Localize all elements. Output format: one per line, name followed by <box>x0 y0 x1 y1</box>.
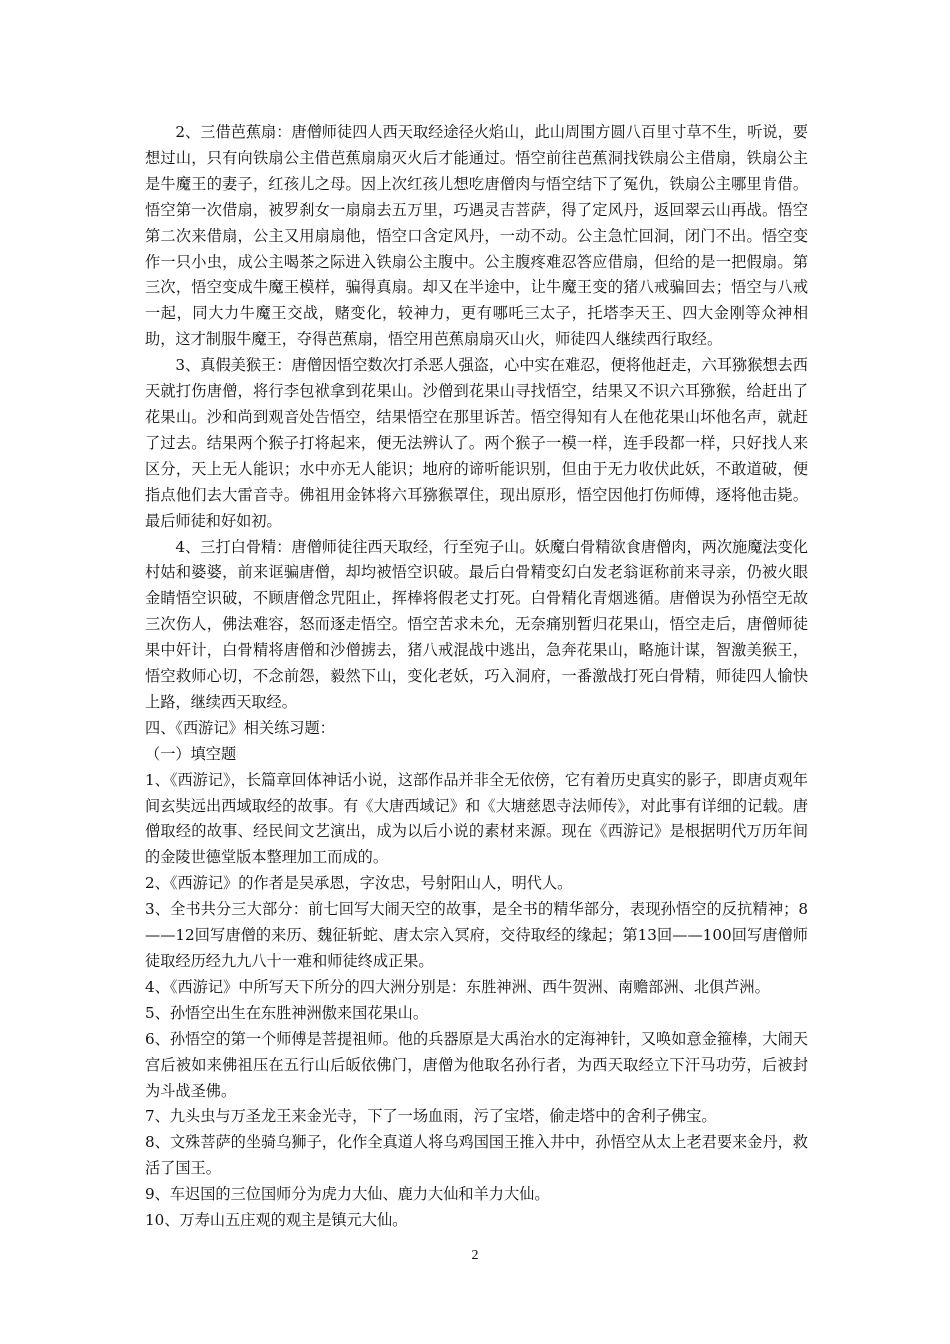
section-heading-exercises: 四、《西游记》相关练习题： <box>145 718 335 737</box>
subsection-heading-fill-in-blanks: （一）填空题 <box>145 744 237 763</box>
question-2: 2、《西游记》的作者是吴承恩，字汝忠，号射阳山人，明代人。 <box>145 874 573 893</box>
question-6: 6、孙悟空的第一个师傅是菩提祖师。他的兵器原是大禹治水的定海神针，又唤如意金箍棒，大闹天宫后被如来佛祖压在五行山后皈依佛门，唐僧为他取名孙行者，为西天取经立下汗马功劳，后被封为斗战圣佛。 <box>145 1029 808 1100</box>
paragraph-true-false-monkey-king: 3、真假美猴王：唐僧因悟空数次打杀恶人强盗，心中实在难忍，便将他赶走，六耳猕猴想去西天就打伤唐僧，将行李包袱拿到花果山。沙僧到花果山寻找悟空，结果又不识六耳猕猴，给赶出了花果山。沙和尚到观音处告悟空，结果悟空在那里诉苦。悟空得知有人在他花果山坏他名声，就赶了过去。结果两个猴子打将起来，便无法辨认了。两个猴子一模一样，连手段都一样，只好找人来区分，天上无人能识；水中亦无人能识；地府的谛听能识别，但由于无力收伏此妖，不敢道破，便指点他们去大雷音寺。佛祖用金钵将六耳猕猴罩住，现出原形，悟空因他打伤师傅，逐将他击毙。最后师徒和好如初。 <box>145 356 808 530</box>
question-4: 4、《西游记》中所写天下所分的四大洲分别是：东胜神洲、西牛贺洲、南赡部洲、北俱芦洲。 <box>145 977 770 996</box>
question-7: 7、九头虫与万圣龙王来金光寺，下了一场血雨，污了宝塔，偷走塔中的舍利子佛宝。 <box>145 1107 717 1126</box>
question-10: 10、万寿山五庄观的观主是镇元大仙。 <box>145 1211 408 1230</box>
question-1: 1、《西游记》，长篇章回体神话小说，这部作品并非全无依傍，它有着历史真实的影子，即唐贞观年间玄奘远出西域取经的故事。有《大唐西域记》和《大塘慈恩寺法师传》，对此事有详细的记载。唐僧取经的故事、经民间文艺演出，成为以后小说的素材来源。现在《西游记》是根据明代万历年间的金陵世德堂版本整理加工而成的。 <box>145 770 808 867</box>
question-9: 9、车迟国的三位国师分为虎力大仙、鹿力大仙和羊力大仙。 <box>145 1185 550 1204</box>
paragraph-three-strikes-white-bone: 4、三打白骨精：唐僧师徒往西天取经，行至宛子山。妖魔白骨精欲食唐僧肉，两次施魔法变化村姑和婆婆，前来诓骗唐僧，却均被悟空识破。最后白骨精变幻白发老翁诓称前来寻亲，仍被火眼金睛悟空识破，不顾唐僧念咒阻止，挥棒将假老丈打死。白骨精化青烟逃循。唐僧误为孙悟空无故三次伤人，佛法难容，怒而逐走悟空。悟空苦求未允，无奈痛别暂归花果山，悟空走后，唐僧师徒果中奸计，白骨精将唐僧和沙僧掳去，猪八戒混战中逃出，急奔花果山，略施计谋，智激美猴王，悟空救师心切，不念前怨，毅然下山，变化老妖，巧入洞府，一番激战打死白骨精，师徒四人愉快上路，继续西天取经。 <box>145 537 808 711</box>
page-number: 2 <box>471 1248 479 1263</box>
document-body <box>145 120 808 1234</box>
question-3: 3、全书共分三大部分：前七回写大闹天空的故事，是全书的精华部分，表现孙悟空的反抗精神；8——12回写唐僧的来历、魏征斩蛇、唐太宗入冥府，交待取经的缘起；第13回——100回写唐僧师徒取经历经九九八十一难和师徒终成正果。 <box>145 900 808 970</box>
paragraph-three-borrowings-fan: 2、三借芭蕉扇：唐僧师徒四人西天取经途径火焰山，此山周围方圆八百里寸草不生，听说，要想过山，只有向铁扇公主借芭蕉扇扇灭火后才能通过。悟空前往芭蕉洞找铁扇公主借扇，铁扇公主是牛魔王的妻子，红孩儿之母。因上次红孩儿想吃唐僧肉与悟空结下了冤仇，铁扇公主哪里肯借。悟空第一次借扇，被罗刹女一扇扇去五万里，巧遇灵吉菩萨，得了定风丹，返回翠云山再战。悟空第二次来借扇，公主又用扇扇他，悟空口含定风丹，一动不动。公主急忙回洞，闭门不出。悟空变作一只小虫，成公主喝茶之际进入铁扇公主腹中。公主腹疼难忍答应借扇，但给的是一把假扇。第三次，悟空变成牛魔王模样，骗得真扇。却又在半途中，让牛魔王变的猪八戒骗回去；悟空与八戒一起，同大力牛魔王交战，赌变化，较神力，更有哪吒三太子，托塔李天王、四大金刚等众神相助，这才制服牛魔王，夺得芭蕉扇，悟空用芭蕉扇扇灭山火，师徒四人继续西行取经。 <box>145 123 808 349</box>
question-5: 5、孙悟空出生在东胜神洲傲来国花果山。 <box>145 1003 429 1022</box>
question-8: 8、文殊菩萨的坐骑乌狮子，化作全真道人将乌鸡国国王推入井中，孙悟空从太上老君要来金丹，救活了国王。 <box>145 1133 808 1178</box>
